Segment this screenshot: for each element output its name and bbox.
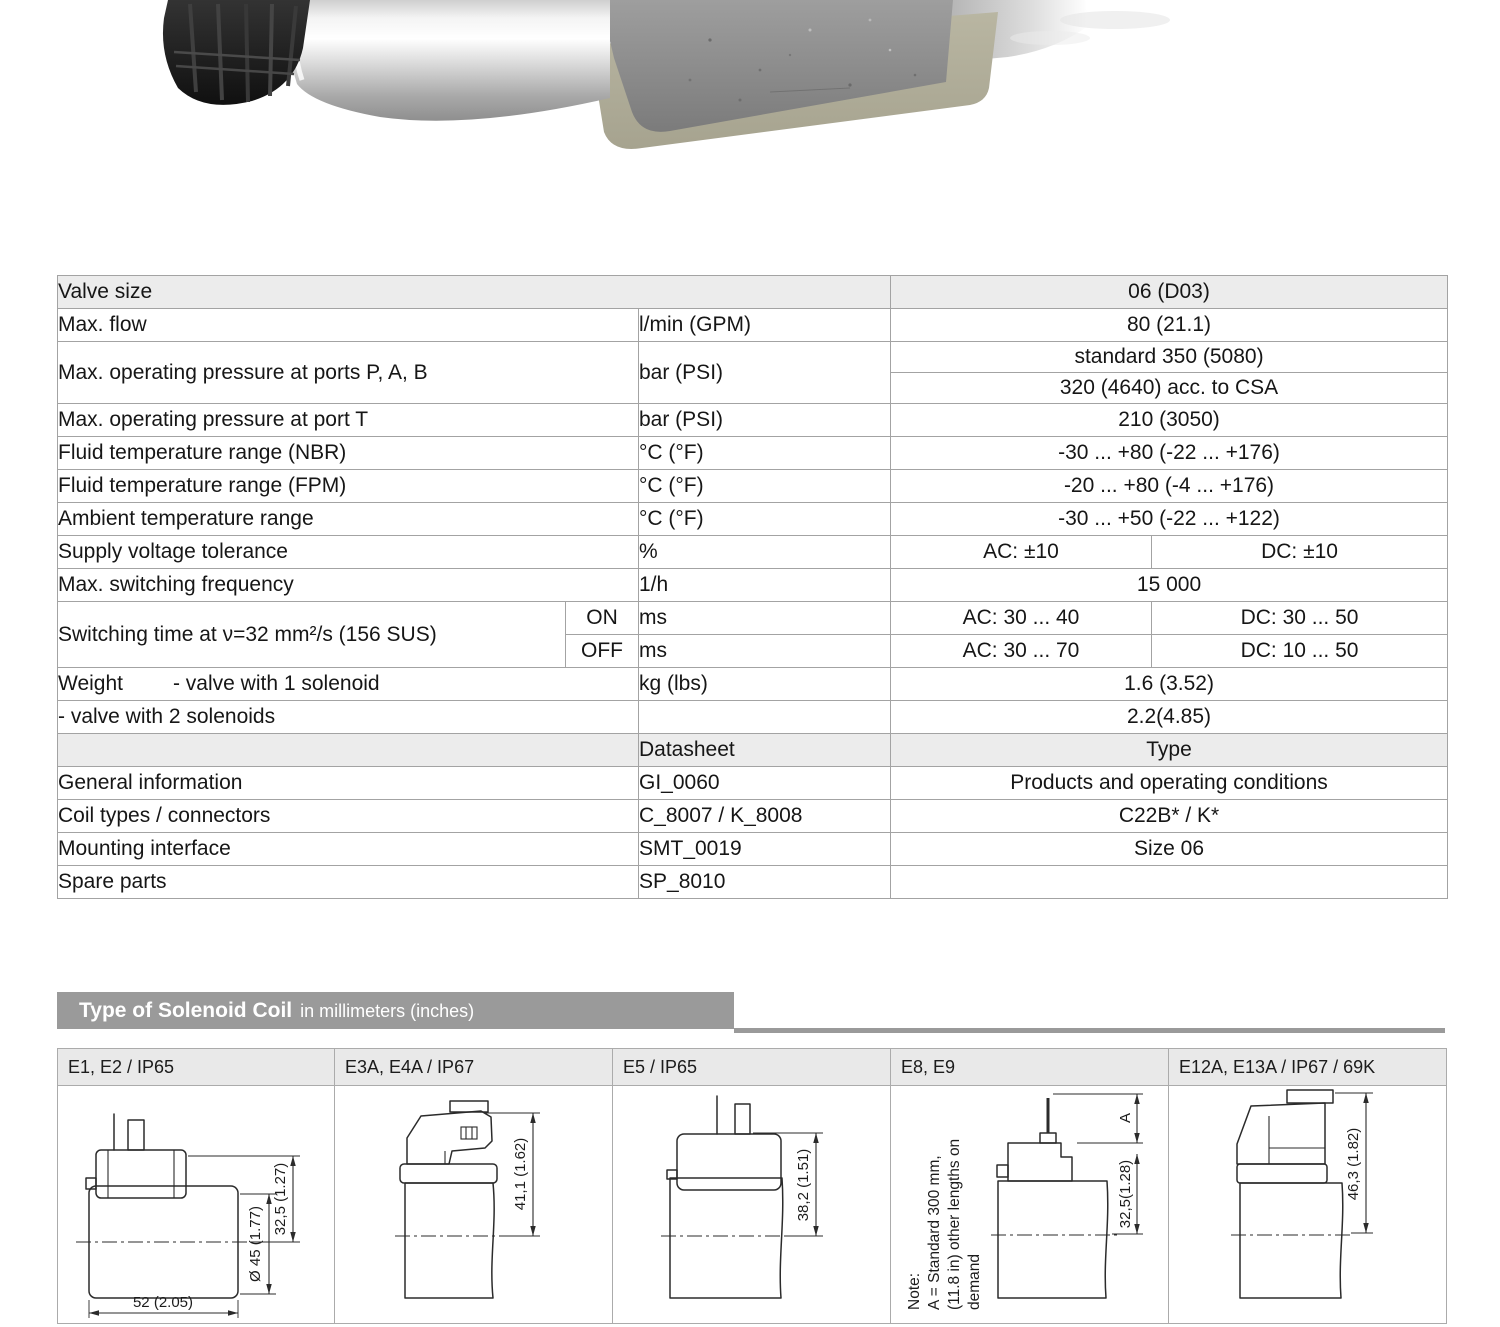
spec-table — [57, 275, 1448, 899]
coil-drawing — [613, 1086, 890, 1323]
row-label: Max. switching frequency — [58, 569, 639, 602]
row-value: -30 ... +50 (-22 ... +122) — [891, 503, 1448, 536]
dim-label: 32,5(1.28) — [1117, 1159, 1134, 1229]
table-row — [58, 866, 1448, 899]
row-unit: kg (lbs) — [639, 668, 891, 701]
row-value: 2.2(4.85) — [891, 701, 1448, 734]
off-cell: OFF — [566, 635, 639, 668]
row-unit: % — [639, 536, 891, 569]
dim-label: 46,3 (1.82) — [1345, 1127, 1362, 1201]
table-row — [58, 404, 1448, 437]
table-row — [58, 668, 1448, 701]
row-label: Supply voltage tolerance — [58, 536, 639, 569]
row-unit: ms — [639, 635, 891, 668]
on-cell: ON — [566, 602, 639, 635]
coil-panel — [1169, 1048, 1447, 1324]
dim-label: A — [1117, 1112, 1134, 1124]
row-value-ac: AC: 30 ... 40 — [891, 602, 1152, 635]
coil-drawing — [1169, 1086, 1446, 1323]
row-label: Max. flow — [58, 309, 639, 342]
row-unit: °C (°F) — [639, 503, 891, 536]
row-value-dc: DC: 10 ... 50 — [1152, 635, 1448, 668]
table-row — [58, 569, 1448, 602]
note-text: Note: A = Standard 300 mm, (11.8 in) other lengths on demand — [906, 1138, 984, 1310]
table-row — [58, 701, 1448, 734]
table-row — [58, 536, 1448, 569]
row-unit — [639, 701, 891, 734]
row-value: 06 (D03) — [891, 276, 1448, 309]
table-row — [58, 276, 1448, 309]
valve-photo — [150, 0, 1170, 170]
valve-photo-art — [150, 0, 1170, 165]
coil-drawing — [891, 1086, 1168, 1323]
row-label: Max. operating pressure at ports P, A, B — [58, 342, 639, 404]
row-type: C22B* / K* — [891, 800, 1448, 833]
row-value: -20 ... +80 (-4 ... +176) — [891, 470, 1448, 503]
row-label: Fluid temperature range (NBR) — [58, 437, 639, 470]
coil-panel — [613, 1048, 891, 1324]
table-row — [58, 800, 1448, 833]
dim-label: 32,5 (1.27) — [272, 1162, 289, 1236]
row-label: - valve with 2 solenoids — [58, 701, 639, 734]
row-type — [891, 866, 1448, 899]
row-label: Mounting interface — [58, 833, 639, 866]
panel-header: E3A, E4A / IP67 — [335, 1049, 612, 1086]
dim-label: 41,1 (1.62) — [512, 1137, 529, 1211]
solenoid-tube-left — [289, 0, 610, 121]
type-header: Type — [891, 734, 1448, 767]
row-value-ac: AC: 30 ... 70 — [891, 635, 1152, 668]
section-title: Type of Solenoid Coil — [79, 999, 293, 1022]
row-datasheet: C_8007 / K_8008 — [639, 800, 891, 833]
weight-sub-label: - valve with 1 solenoid — [172, 672, 380, 696]
panel-header: E8, E9 — [891, 1049, 1168, 1086]
table-row — [58, 342, 1448, 373]
row-label: Max. operating pressure at port T — [58, 404, 639, 437]
coil-panel — [335, 1048, 613, 1324]
table-row — [58, 309, 1448, 342]
row-type: Products and operating conditions — [891, 767, 1448, 800]
section-header-bar — [57, 992, 734, 1029]
row-value: 80 (21.1) — [891, 309, 1448, 342]
row-label — [58, 734, 639, 767]
row-unit: bar (PSI) — [639, 404, 891, 437]
row-datasheet: SMT_0019 — [639, 833, 891, 866]
row-unit: °C (°F) — [639, 470, 891, 503]
dim-label: 52 (2.05) — [132, 1294, 194, 1311]
coil-panel-row — [57, 1048, 1447, 1324]
row-value: 210 (3050) — [891, 404, 1448, 437]
row-value: 15 000 — [891, 569, 1448, 602]
datasheet-header: Datasheet — [639, 734, 891, 767]
row-label: Fluid temperature range (FPM) — [58, 470, 639, 503]
row-value: -30 ... +80 (-22 ... +176) — [891, 437, 1448, 470]
panel-header: E1, E2 / IP65 — [58, 1049, 334, 1086]
row-unit: ms — [639, 602, 891, 635]
table-row — [58, 734, 1448, 767]
row-value-ac: AC: ±10 — [891, 536, 1152, 569]
row-unit: bar (PSI) — [639, 342, 891, 404]
table-row — [58, 602, 1448, 635]
row-label: Valve size — [58, 276, 891, 309]
table-row — [58, 833, 1448, 866]
row-label: Switching time at ν=32 mm²/s (156 SUS) — [58, 602, 566, 668]
coil-panel — [57, 1048, 335, 1324]
row-value-dc: DC: ±10 — [1152, 536, 1448, 569]
table-row — [58, 437, 1448, 470]
section-subtitle: in millimeters (inches) — [300, 1001, 475, 1021]
coil-drawing — [335, 1086, 612, 1323]
row-unit: 1/h — [639, 569, 891, 602]
panel-header: E5 / IP65 — [613, 1049, 890, 1086]
row-type: Size 06 — [891, 833, 1448, 866]
row-value: standard 350 (5080) — [891, 342, 1448, 373]
table-row — [58, 470, 1448, 503]
row-unit: l/min (GPM) — [639, 309, 891, 342]
row-label: General information — [58, 767, 639, 800]
row-value-dc: DC: 30 ... 50 — [1152, 602, 1448, 635]
table-row — [58, 503, 1448, 536]
dim-label: 38,2 (1.51) — [795, 1148, 812, 1222]
row-value: 320 (4640) acc. to CSA — [891, 373, 1448, 404]
row-datasheet: SP_8010 — [639, 866, 891, 899]
coil-drawing — [58, 1086, 334, 1323]
row-label: Spare parts — [58, 866, 639, 899]
row-datasheet: GI_0060 — [639, 767, 891, 800]
dim-label: Ø 45 (1.77) — [247, 1206, 264, 1282]
row-value: 1.6 (3.52) — [891, 668, 1448, 701]
coil-panel — [891, 1048, 1169, 1324]
row-label — [58, 668, 639, 701]
row-label: Ambient temperature range — [58, 503, 639, 536]
row-label: Coil types / connectors — [58, 800, 639, 833]
table-row — [58, 767, 1448, 800]
section-header-rule — [734, 1028, 1445, 1033]
weight-label: Weight — [58, 672, 123, 696]
row-unit: °C (°F) — [639, 437, 891, 470]
panel-header: E12A, E13A / IP67 / 69K — [1169, 1049, 1446, 1086]
